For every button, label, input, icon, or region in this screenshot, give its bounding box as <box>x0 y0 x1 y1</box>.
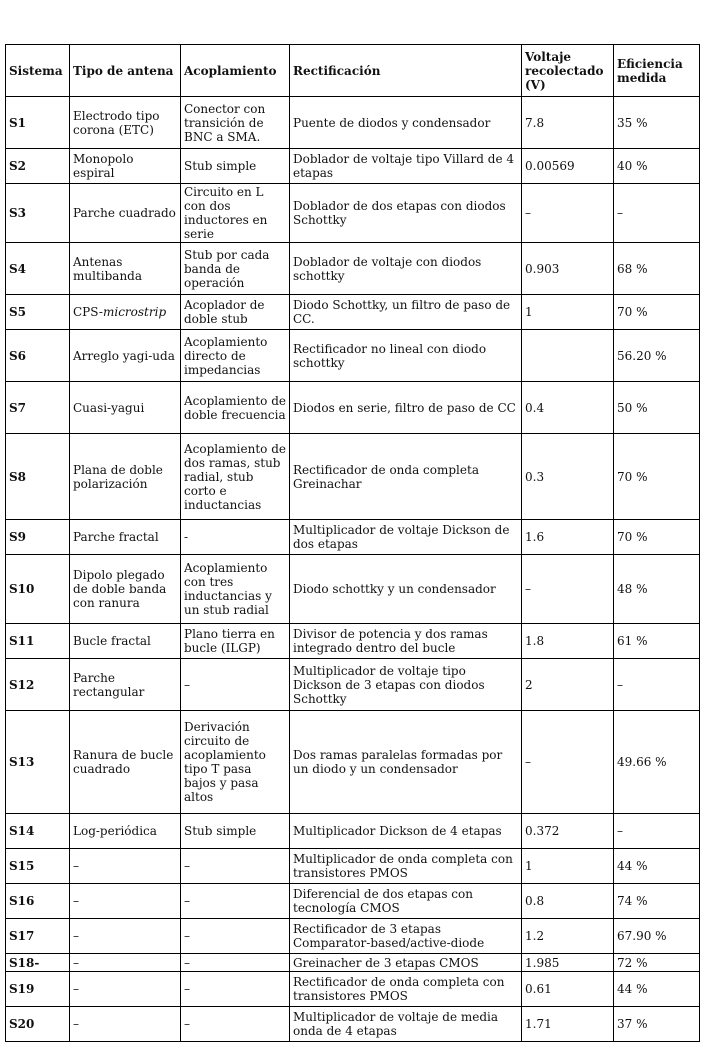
cell-acoplamiento: – <box>181 972 290 1007</box>
cell-rectificacion: Multiplicador Dickson de 4 etapas <box>290 814 522 849</box>
cell-rectificacion: Dos ramas paralelas formadas por un diodo y un condensador <box>290 711 522 814</box>
cell-acoplamiento: - <box>181 520 290 555</box>
cell-tipo-antena: Antenas multibanda <box>70 243 181 295</box>
cell-eficiencia: – <box>614 814 700 849</box>
cell-acoplamiento: Stub simple <box>181 814 290 849</box>
cell-rectificacion: Doblador de voltaje tipo Villard de 4 etapas <box>290 149 522 184</box>
cell-voltaje: 1.6 <box>522 520 614 555</box>
cell-acoplamiento: Acoplador de doble stub <box>181 295 290 330</box>
cell-acoplamiento: Plano tierra en bucle (ILGP) <box>181 624 290 659</box>
table-row <box>6 330 700 382</box>
header-tipo-antena: Tipo de antena <box>70 45 181 97</box>
table-row <box>6 434 700 520</box>
cell-tipo-antena: – <box>70 849 181 884</box>
cell-tipo-antena: – <box>70 1007 181 1042</box>
cell-tipo-antena: Cuasi-yagui <box>70 382 181 434</box>
header-sistema: Sistema <box>6 45 70 97</box>
cell-acoplamiento: Circuito en L con dos inductores en serie <box>181 184 290 243</box>
cell-sistema: S9 <box>6 520 70 555</box>
table-row <box>6 972 700 1007</box>
cell-voltaje: 0.00569 <box>522 149 614 184</box>
cell-acoplamiento: Conector con transición de BNC a SMA. <box>181 97 290 149</box>
cell-rectificacion: Multiplicador de voltaje tipo Dickson de 3 etapas con diodos Schottky <box>290 659 522 711</box>
cell-voltaje: 1.8 <box>522 624 614 659</box>
cell-tipo-antena: – <box>70 954 181 972</box>
cell-voltaje: 1.2 <box>522 919 614 954</box>
cell-sistema: S8 <box>6 434 70 520</box>
table-row <box>6 659 700 711</box>
cell-acoplamiento: – <box>181 954 290 972</box>
table-row <box>6 711 700 814</box>
cell-eficiencia: 70 % <box>614 295 700 330</box>
cell-sistema: S3 <box>6 184 70 243</box>
cell-acoplamiento: – <box>181 1007 290 1042</box>
table-row <box>6 243 700 295</box>
cell-rectificacion: Doblador de voltaje con diodos schottky <box>290 243 522 295</box>
cell-acoplamiento: – <box>181 659 290 711</box>
systems-table <box>5 44 700 1042</box>
cell-sistema: S2 <box>6 149 70 184</box>
table-row <box>6 624 700 659</box>
cell-sistema: S12 <box>6 659 70 711</box>
cell-voltaje: 0.8 <box>522 884 614 919</box>
cell-eficiencia: 48 % <box>614 555 700 624</box>
table-row <box>6 382 700 434</box>
cell-rectificacion: Rectificador de onda completa con transistores PMOS <box>290 972 522 1007</box>
cell-sistema: S1 <box>6 97 70 149</box>
cell-rectificacion: Multiplicador de voltaje Dickson de dos etapas <box>290 520 522 555</box>
cell-rectificacion: Greinacher de 3 etapas CMOS <box>290 954 522 972</box>
cell-voltaje: 0.903 <box>522 243 614 295</box>
cell-rectificacion: Multiplicador de voltaje de media onda de 4 etapas <box>290 1007 522 1042</box>
cell-voltaje: – <box>522 555 614 624</box>
cell-sistema: S18- <box>6 954 70 972</box>
cell-eficiencia: 35 % <box>614 97 700 149</box>
cell-eficiencia: 44 % <box>614 972 700 1007</box>
cell-rectificacion: Diodo schottky y un condensador <box>290 555 522 624</box>
cell-eficiencia: 70 % <box>614 434 700 520</box>
header-acoplamiento: Acoplamiento <box>181 45 290 97</box>
cell-tipo-antena: Bucle fractal <box>70 624 181 659</box>
cell-voltaje: 0.61 <box>522 972 614 1007</box>
table-row <box>6 884 700 919</box>
cell-rectificacion: Diferencial de dos etapas con tecnología CMOS <box>290 884 522 919</box>
cell-acoplamiento: Acoplamiento de doble frecuencia <box>181 382 290 434</box>
cell-tipo-antena: Log-periódica <box>70 814 181 849</box>
cell-eficiencia: 61 % <box>614 624 700 659</box>
cell-sistema: S14 <box>6 814 70 849</box>
table-row <box>6 919 700 954</box>
cell-voltaje: 0.4 <box>522 382 614 434</box>
cell-rectificacion: Doblador de dos etapas con diodos Schottky <box>290 184 522 243</box>
cell-rectificacion: Rectificador de onda completa Greinachar <box>290 434 522 520</box>
cell-voltaje: 1.985 <box>522 954 614 972</box>
cell-tipo-antena: Parche fractal <box>70 520 181 555</box>
cell-sistema: S6 <box>6 330 70 382</box>
cell-rectificacion: Diodos en serie, filtro de paso de CC <box>290 382 522 434</box>
cell-sistema: S5 <box>6 295 70 330</box>
cell-sistema: S17 <box>6 919 70 954</box>
cell-acoplamiento: – <box>181 849 290 884</box>
cell-eficiencia: 49.66 % <box>614 711 700 814</box>
cell-acoplamiento: Acoplamiento con tres inductancias y un stub radial <box>181 555 290 624</box>
cell-eficiencia: 50 % <box>614 382 700 434</box>
table-row <box>6 954 700 972</box>
cell-voltaje: 1 <box>522 849 614 884</box>
cell-sistema: S4 <box>6 243 70 295</box>
cell-eficiencia: 67.90 % <box>614 919 700 954</box>
cell-tipo-antena: Parche cuadrado <box>70 184 181 243</box>
table-row <box>6 1007 700 1042</box>
cell-rectificacion: Puente de diodos y condensador <box>290 97 522 149</box>
italic-term: microstrip <box>102 305 167 319</box>
cell-sistema: S10 <box>6 555 70 624</box>
cell-rectificacion: Divisor de potencia y dos ramas integrado dentro del bucle <box>290 624 522 659</box>
header-rectificacion: Rectificación <box>290 45 522 97</box>
table-row <box>6 184 700 243</box>
cell-voltaje: 7.8 <box>522 97 614 149</box>
cell-tipo-antena: Arreglo yagi-uda <box>70 330 181 382</box>
cell-acoplamiento: Derivación circuito de acoplamiento tipo T pasa bajos y pasa altos <box>181 711 290 814</box>
header-row <box>6 45 700 97</box>
cell-tipo-antena: Electrodo tipo corona (ETC) <box>70 97 181 149</box>
cell-sistema: S16 <box>6 884 70 919</box>
cell-acoplamiento: Stub por cada banda de operación <box>181 243 290 295</box>
cell-eficiencia: – <box>614 184 700 243</box>
cell-eficiencia: 68 % <box>614 243 700 295</box>
cell-acoplamiento: – <box>181 919 290 954</box>
cell-rectificacion: Rectificador de 3 etapas Comparator-based/active-diode <box>290 919 522 954</box>
table-row <box>6 814 700 849</box>
cell-acoplamiento: Acoplamiento directo de impedancias <box>181 330 290 382</box>
cell-sistema: S20 <box>6 1007 70 1042</box>
cell-voltaje: 0.372 <box>522 814 614 849</box>
cell-rectificacion: Multiplicador de onda completa con transistores PMOS <box>290 849 522 884</box>
cell-rectificacion: Rectificador no lineal con diodo schottky <box>290 330 522 382</box>
cell-voltaje: 0.3 <box>522 434 614 520</box>
cell-tipo-antena: Monopolo espiral <box>70 149 181 184</box>
cell-sistema: S13 <box>6 711 70 814</box>
cell-tipo-antena: – <box>70 884 181 919</box>
cell-acoplamiento: – <box>181 884 290 919</box>
table-row <box>6 295 700 330</box>
cell-eficiencia: 44 % <box>614 849 700 884</box>
cell-sistema: S15 <box>6 849 70 884</box>
cell-voltaje: 1 <box>522 295 614 330</box>
cell-eficiencia: 40 % <box>614 149 700 184</box>
cell-eficiencia: 72 % <box>614 954 700 972</box>
table-row <box>6 555 700 624</box>
cell-tipo-antena: – <box>70 919 181 954</box>
table-row <box>6 520 700 555</box>
cell-tipo-antena: CPS-microstrip <box>70 295 181 330</box>
cell-tipo-antena: – <box>70 972 181 1007</box>
cell-voltaje <box>522 330 614 382</box>
cell-voltaje: 1.71 <box>522 1007 614 1042</box>
cell-tipo-antena: Ranura de bucle cuadrado <box>70 711 181 814</box>
cell-eficiencia: 70 % <box>614 520 700 555</box>
cell-sistema: S7 <box>6 382 70 434</box>
cell-acoplamiento: Acoplamiento de dos ramas, stub radial, stub corto e inductancias <box>181 434 290 520</box>
cell-tipo-antena: Parche rectangular <box>70 659 181 711</box>
table-row <box>6 97 700 149</box>
cell-eficiencia: 56.20 % <box>614 330 700 382</box>
cell-voltaje: 2 <box>522 659 614 711</box>
cell-acoplamiento: Stub simple <box>181 149 290 184</box>
cell-eficiencia: 74 % <box>614 884 700 919</box>
cell-tipo-antena: Plana de doble polarización <box>70 434 181 520</box>
cell-sistema: S19 <box>6 972 70 1007</box>
header-eficiencia: Eficiencia medida <box>614 45 700 97</box>
cell-rectificacion: Diodo Schottky, un filtro de paso de CC. <box>290 295 522 330</box>
cell-voltaje: – <box>522 184 614 243</box>
table-row <box>6 849 700 884</box>
cell-voltaje: – <box>522 711 614 814</box>
header-voltaje: Voltaje recolectado (V) <box>522 45 614 97</box>
table-row <box>6 149 700 184</box>
cell-eficiencia: 37 % <box>614 1007 700 1042</box>
cell-tipo-antena: Dipolo plegado de doble banda con ranura <box>70 555 181 624</box>
cell-eficiencia: – <box>614 659 700 711</box>
cell-sistema: S11 <box>6 624 70 659</box>
